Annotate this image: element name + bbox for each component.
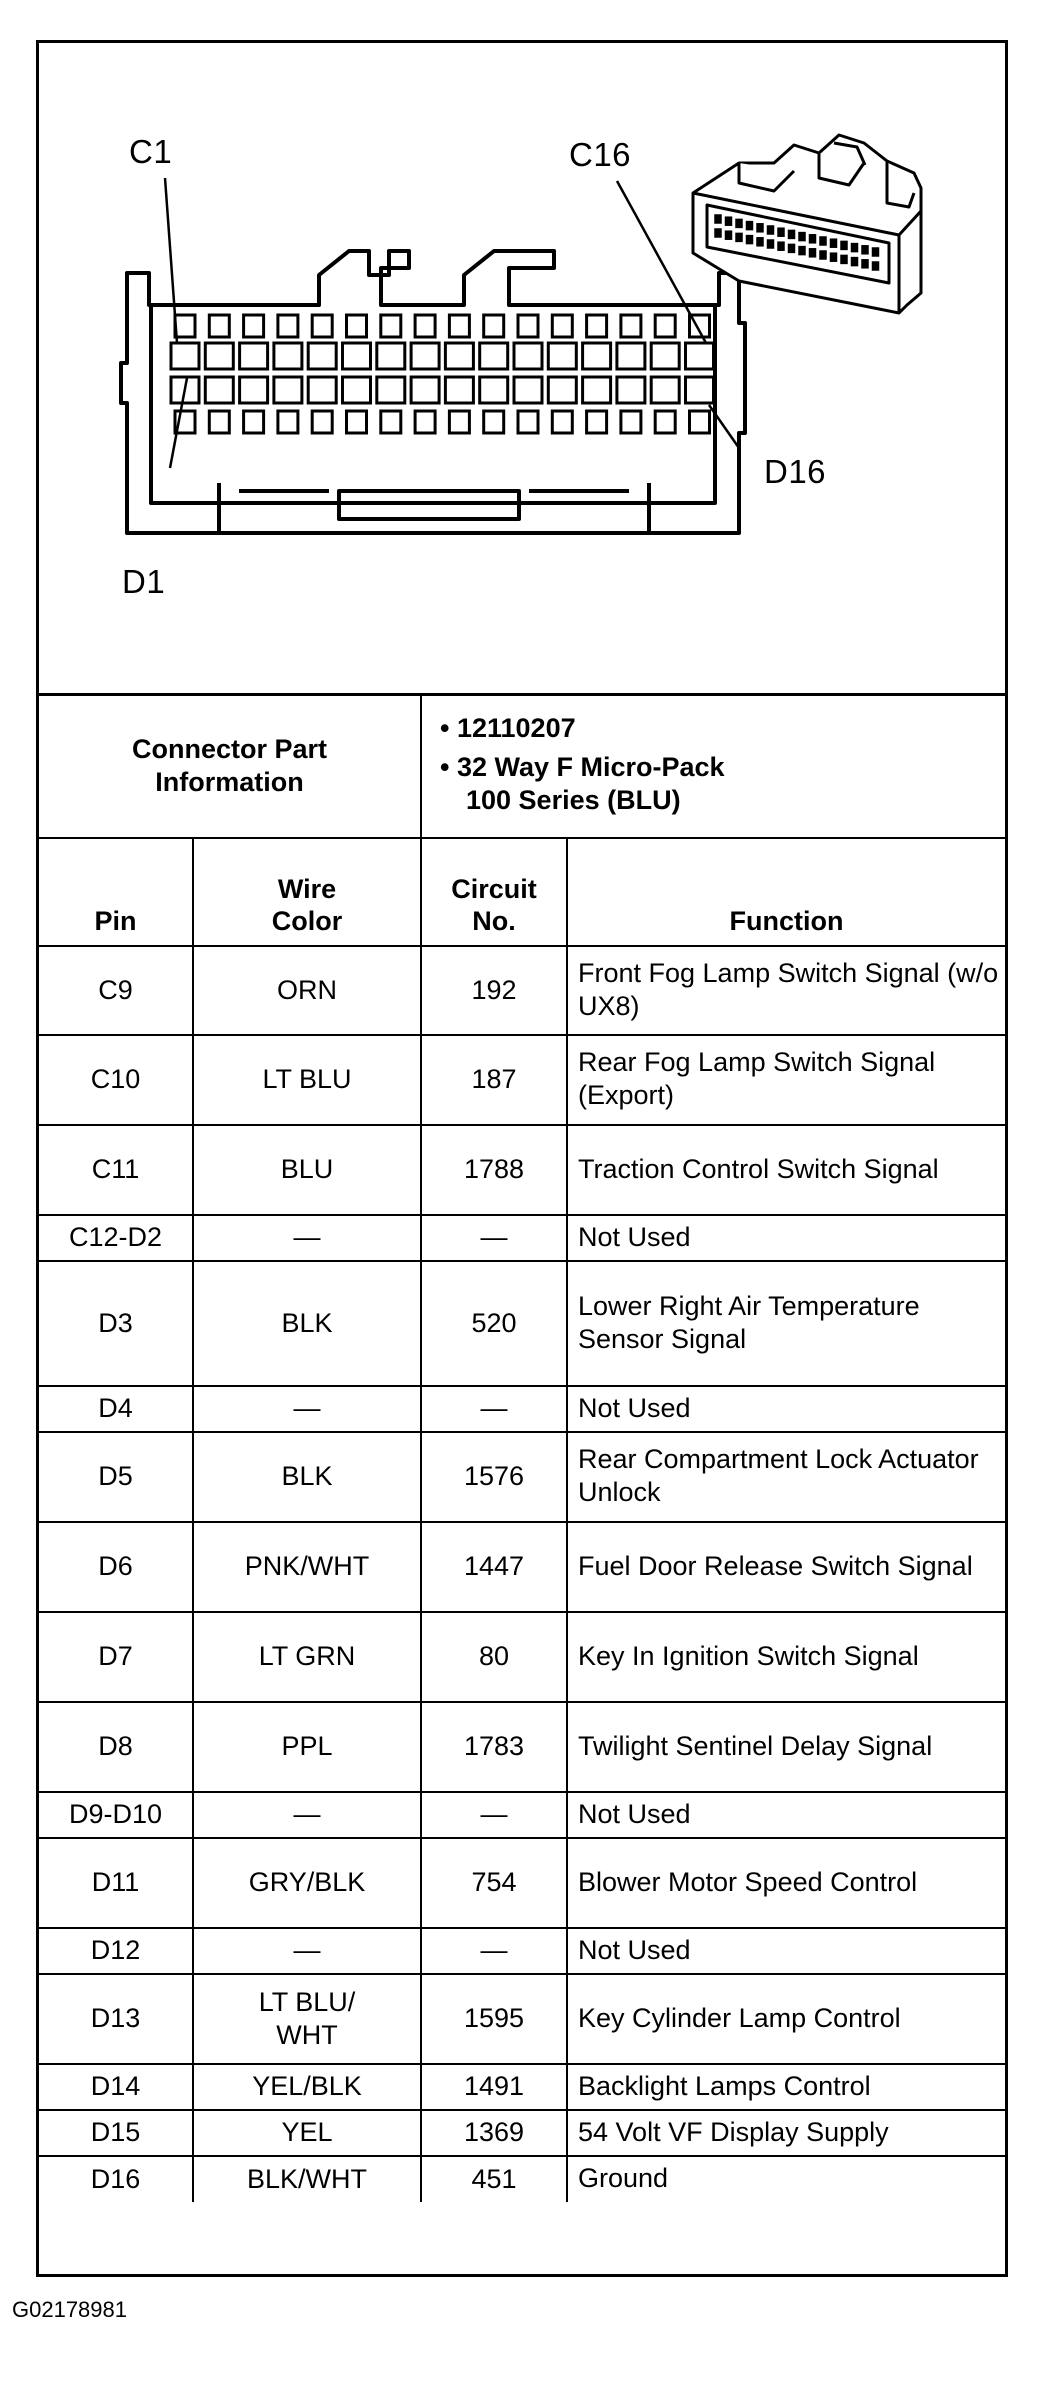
wire-color-cell-text: ORN	[277, 974, 337, 1005]
col-header-circuit	[421, 838, 567, 946]
d-row-latch	[449, 411, 469, 433]
pin-cell	[39, 1386, 193, 1432]
table-row	[39, 1125, 1005, 1215]
circuit-cell	[421, 1702, 567, 1792]
wire-color-cell	[193, 1432, 421, 1522]
table-row	[39, 1702, 1005, 1792]
wire-color-cell	[193, 1974, 421, 2064]
function-cell-text: Ground	[578, 2163, 669, 2193]
d-row-latch	[244, 411, 264, 433]
wire-color-cell	[193, 1612, 421, 1702]
col-header-function	[567, 838, 1005, 946]
table-row	[39, 1035, 1005, 1125]
d-row-cavity	[343, 377, 371, 403]
function-cell-text: Twilight Sentinel Delay Signal	[578, 1730, 933, 1761]
c-row-cavity	[686, 343, 714, 369]
function-cell-text: 54 Volt VF Display Supply	[578, 2116, 889, 2147]
pin-cavity-grid	[171, 315, 714, 433]
col-header-wire-color	[193, 838, 421, 946]
d-row-cavity	[274, 377, 302, 403]
wire-color-cell-text: LT BLU	[262, 1064, 352, 1094]
d-row-latch	[484, 411, 504, 433]
d-row-latch	[347, 411, 367, 433]
circuit-cell	[421, 1612, 567, 1702]
c-row-latch	[381, 315, 401, 337]
d-row-cavity	[617, 377, 645, 403]
c16-label: C16	[569, 136, 632, 173]
pin-cell-text: D12	[90, 1935, 141, 1965]
d-row-latch	[690, 411, 710, 433]
wire-color-cell-text: PNK/WHT	[244, 1551, 370, 1581]
c1-label: C1	[129, 133, 173, 170]
connector-type-text: 32 Way F Micro-Pack	[456, 751, 725, 782]
pin-cell-text: D4	[98, 1393, 133, 1423]
circuit-cell	[421, 2064, 567, 2110]
table-row	[39, 2064, 1005, 2110]
connector-sheet	[36, 40, 1008, 2277]
c-row-latch	[518, 315, 538, 337]
circuit-cell	[421, 1261, 567, 1386]
function-cell-text: Backlight Lamps Control	[578, 2070, 871, 2101]
d-row-cavity	[480, 377, 508, 403]
pin-cell	[39, 1215, 193, 1261]
circuit-cell-text: 1595	[463, 2003, 525, 2033]
wire-color-cell	[193, 1838, 421, 1928]
pin-cell-text: C9	[98, 974, 133, 1005]
d-row-latch	[655, 411, 675, 433]
function-cell	[567, 1612, 1005, 1702]
pin-cell-text: D16	[90, 2163, 141, 2194]
function-cell	[567, 2156, 1005, 2202]
wire-color-cell	[193, 1928, 421, 1974]
function-cell-text: Front Fog Lamp Switch Signal (w/o UX8)	[578, 957, 999, 1021]
d-row-latch	[312, 411, 332, 433]
circuit-cell	[421, 1928, 567, 1974]
function-cell	[567, 2064, 1005, 2110]
function-cell	[567, 1125, 1005, 1215]
wire-color-cell-text: YEL/BLK	[252, 2071, 362, 2101]
circuit-cell-text: 1576	[463, 1461, 525, 1491]
d-row-cavity	[205, 377, 233, 403]
pin-cell-text: D15	[90, 2117, 141, 2147]
col-header-function-text: Function	[729, 905, 844, 936]
c-row-cavity	[411, 343, 439, 369]
c-row-latch	[621, 315, 641, 337]
wire-color-cell-text: —	[293, 1393, 321, 1423]
circuit-cell-text: 1783	[463, 1731, 525, 1761]
circuit-cell	[421, 1838, 567, 1928]
wire-color-cell	[193, 1261, 421, 1386]
d16-label: D16	[764, 453, 827, 490]
pin-cell-text: C10	[90, 1064, 141, 1094]
circuit-cell-text: 1788	[463, 1154, 525, 1184]
circuit-cell-text: 1447	[463, 1551, 525, 1581]
d-row-cavity	[686, 377, 714, 403]
wire-color-cell	[193, 1035, 421, 1125]
connector-part-info-text: Connector Part Information	[131, 734, 328, 798]
table-row	[39, 1432, 1005, 1522]
function-cell	[567, 1215, 1005, 1261]
c-row-cavity	[445, 343, 473, 369]
function-cell	[567, 1432, 1005, 1522]
d-row-latch	[552, 411, 572, 433]
wire-color-cell-text: BLU	[280, 1154, 334, 1184]
wire-color-cell-text: YEL	[281, 2117, 333, 2147]
circuit-cell	[421, 946, 567, 1035]
function-cell-text: Rear Compartment Lock Actuator Unlock	[578, 1444, 979, 1507]
function-cell	[567, 1792, 1005, 1838]
d1-leader-line	[170, 378, 187, 468]
c-row-latch	[347, 315, 367, 337]
function-cell-text: Lower Right Air Temperature Sensor Signal	[578, 1290, 920, 1354]
c-row-cavity	[171, 343, 199, 369]
pin-cell-text: D14	[90, 2071, 141, 2101]
circuit-cell	[421, 1974, 567, 2064]
connector-face-drawing	[39, 43, 1005, 693]
circuit-cell	[421, 2110, 567, 2156]
pin-cell	[39, 1974, 193, 2064]
c-row-latch	[484, 315, 504, 337]
wire-color-cell-text: BLK	[281, 1307, 333, 1338]
pin-cell	[39, 2156, 193, 2202]
d1-label: D1	[122, 563, 166, 600]
circuit-cell-text: —	[480, 1799, 508, 1829]
circuit-cell-text: 1369	[463, 2117, 525, 2147]
d-row-latch	[415, 411, 435, 433]
connector-diagram	[39, 43, 1005, 693]
function-cell-text: Rear Fog Lamp Switch Signal (Export)	[578, 1047, 936, 1110]
circuit-cell	[421, 2156, 567, 2202]
pin-cell-text: D13	[90, 2003, 141, 2033]
wire-color-cell-text: BLK	[281, 1461, 333, 1491]
d-row-latch	[587, 411, 607, 433]
circuit-cell	[421, 1522, 567, 1612]
circuit-cell-text: 754	[471, 1867, 517, 1897]
circuit-cell-text: —	[480, 1935, 508, 1965]
wire-color-cell-text: BLK/WHT	[246, 2163, 367, 2194]
function-cell-text: Key In Ignition Switch Signal	[578, 1640, 919, 1671]
c-row-cavity	[274, 343, 302, 369]
circuit-cell	[421, 1035, 567, 1125]
table-row	[39, 1928, 1005, 1974]
table-row	[39, 2110, 1005, 2156]
wire-color-cell-text: —	[293, 1799, 321, 1829]
function-cell	[567, 2110, 1005, 2156]
wire-color-cell	[193, 1125, 421, 1215]
wire-color-cell-text: LT GRN	[258, 1641, 356, 1671]
pin-cell	[39, 1261, 193, 1386]
connector-type: • 32 Way F Micro-Pack 100 Series (BLU)	[440, 751, 725, 815]
table-row	[39, 1792, 1005, 1838]
pin-cell-text: D9-D10	[68, 1799, 163, 1829]
wire-color-cell-text: —	[293, 1935, 321, 1965]
pin-cell-text: D11	[91, 1867, 140, 1897]
c-row-cavity	[651, 343, 679, 369]
d-row-latch	[209, 411, 229, 433]
table-row	[39, 1522, 1005, 1612]
c-row-latch	[278, 315, 298, 337]
wire-color-cell-text: GRY/BLK	[248, 1867, 366, 1897]
c-row-latch	[415, 315, 435, 337]
pin-cell-text: D6	[98, 1551, 133, 1581]
d-row-cavity	[651, 377, 679, 403]
function-cell	[567, 1928, 1005, 1974]
c-row-cavity	[583, 343, 611, 369]
function-cell	[567, 1838, 1005, 1928]
circuit-cell	[421, 1125, 567, 1215]
wire-color-cell	[193, 1522, 421, 1612]
d-row-cavity	[377, 377, 405, 403]
c-row-latch	[655, 315, 675, 337]
pin-cell	[39, 1838, 193, 1928]
wire-color-cell-text: —	[293, 1222, 321, 1252]
pin-cell	[39, 1702, 193, 1792]
pin-cell	[39, 2110, 193, 2156]
pin-cell	[39, 1928, 193, 1974]
connector-info-row	[39, 695, 1005, 838]
table-row	[39, 1386, 1005, 1432]
circuit-cell-text: —	[480, 1222, 508, 1252]
pin-cell-text: D5	[98, 1461, 133, 1491]
c-row-cavity	[617, 343, 645, 369]
function-cell-text: Not Used	[578, 1392, 691, 1423]
pin-cell-text: C11	[91, 1154, 140, 1184]
c-row-cavity	[308, 343, 336, 369]
d-row-latch	[621, 411, 641, 433]
function-cell	[567, 1035, 1005, 1125]
part-number: • 12110207	[440, 712, 576, 743]
d-row-cavity	[514, 377, 542, 403]
c-row-latch	[587, 315, 607, 337]
circuit-cell-text: 1491	[463, 2071, 525, 2101]
col-header-circuit-text: Circuit No.	[451, 873, 537, 936]
c-row-cavity	[548, 343, 576, 369]
function-cell	[567, 1261, 1005, 1386]
wire-color-cell	[193, 2064, 421, 2110]
d-row-cavity	[411, 377, 439, 403]
table-row	[39, 1612, 1005, 1702]
wire-color-cell	[193, 2110, 421, 2156]
wire-color-cell	[193, 1792, 421, 1838]
circuit-cell-text: 80	[478, 1641, 510, 1671]
wire-color-cell	[193, 1386, 421, 1432]
c-row-cavity	[240, 343, 268, 369]
d-row-cavity	[583, 377, 611, 403]
table-row	[39, 2156, 1005, 2202]
function-cell-text: Not Used	[578, 1934, 691, 1965]
table-row	[39, 1215, 1005, 1261]
pin-cell	[39, 1522, 193, 1612]
d-row-latch	[518, 411, 538, 433]
c-row-cavity	[514, 343, 542, 369]
circuit-cell-text: 187	[471, 1064, 517, 1094]
function-cell	[567, 1974, 1005, 2064]
d-row-cavity	[548, 377, 576, 403]
c-row-cavity	[480, 343, 508, 369]
circuit-cell-text: 520	[471, 1307, 517, 1338]
wire-color-cell	[193, 1215, 421, 1261]
c-row-latch	[175, 315, 195, 337]
function-cell	[567, 1522, 1005, 1612]
circuit-cell	[421, 1432, 567, 1522]
part-number-text: 12110207	[456, 712, 576, 743]
pin-cell-text: D3	[98, 1307, 133, 1338]
c-row-latch	[312, 315, 332, 337]
wire-color-cell	[193, 1702, 421, 1792]
table-row	[39, 1261, 1005, 1386]
wire-color-cell	[193, 2156, 421, 2202]
circuit-cell-text: 192	[471, 974, 517, 1005]
function-cell-text: Key Cylinder Lamp Control	[578, 2002, 901, 2033]
d-row-cavity	[445, 377, 473, 403]
col-header-wire-color-text: Wire Color	[271, 873, 343, 936]
c-row-latch	[449, 315, 469, 337]
d-row-latch	[278, 411, 298, 433]
wire-color-cell	[193, 946, 421, 1035]
pin-cell-text: C12-D2	[68, 1222, 163, 1252]
function-cell	[567, 946, 1005, 1035]
function-cell-text: Blower Motor Speed Control	[578, 1866, 918, 1897]
pin-cell	[39, 1612, 193, 1702]
c1-leader-line	[165, 178, 177, 343]
pinout-table	[39, 693, 1005, 2202]
circuit-cell-text: —	[480, 1393, 508, 1423]
function-cell-text: Not Used	[578, 1221, 691, 1252]
function-cell	[567, 1386, 1005, 1432]
d-row-cavity	[308, 377, 336, 403]
c-row-cavity	[205, 343, 233, 369]
pin-cell	[39, 2064, 193, 2110]
c-row-latch	[552, 315, 572, 337]
circuit-cell	[421, 1792, 567, 1838]
function-cell-text: Traction Control Switch Signal	[578, 1153, 939, 1184]
c-row-latch	[209, 315, 229, 337]
pin-cell	[39, 1432, 193, 1522]
wire-color-cell-text: LT BLU/ WHT	[258, 1986, 356, 2050]
table-row	[39, 946, 1005, 1035]
pin-cell	[39, 1035, 193, 1125]
col-header-pin-text: Pin	[94, 905, 137, 936]
function-cell-text: Not Used	[578, 1798, 691, 1829]
pin-cell-text: D8	[98, 1731, 133, 1761]
pin-cell	[39, 946, 193, 1035]
function-cell	[567, 1702, 1005, 1792]
table-row	[39, 1838, 1005, 1928]
c-row-cavity	[343, 343, 371, 369]
circuit-cell-text: 451	[471, 2163, 517, 2194]
c-row-cavity	[377, 343, 405, 369]
d-row-cavity	[240, 377, 268, 403]
pin-cell	[39, 1125, 193, 1215]
table-header-row	[39, 838, 1005, 946]
pin-cell-text: D7	[98, 1641, 133, 1671]
c-row-latch	[244, 315, 264, 337]
pin-cell	[39, 1792, 193, 1838]
connector-part-info-label	[39, 695, 421, 838]
table-row	[39, 1974, 1005, 2064]
figure-code: G02178981	[12, 2297, 127, 2322]
connector-series-text: 100 Series (BLU)	[466, 784, 681, 815]
circuit-cell	[421, 1386, 567, 1432]
col-header-pin	[39, 838, 193, 946]
circuit-cell	[421, 1215, 567, 1261]
function-cell-text: Fuel Door Release Switch Signal	[578, 1550, 973, 1581]
wire-color-cell-text: PPL	[281, 1731, 333, 1761]
connector-part-info-values	[421, 695, 1005, 838]
d-row-latch	[381, 411, 401, 433]
